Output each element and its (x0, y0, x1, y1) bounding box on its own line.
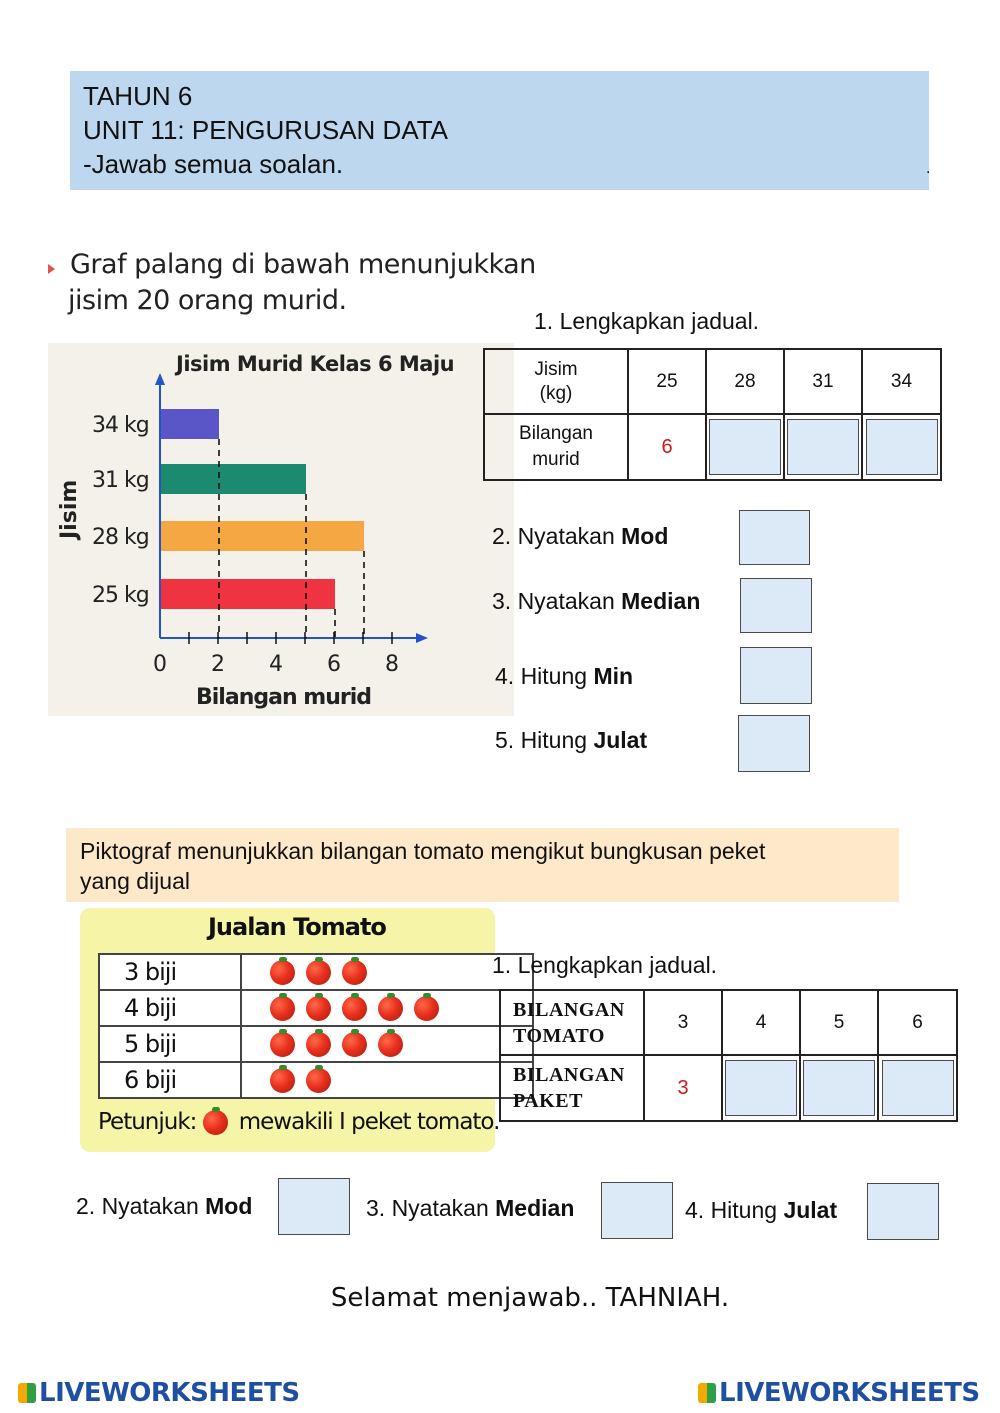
bar-25kg (161, 579, 335, 609)
y-tick-label: 25 kg (92, 583, 149, 608)
section1-value-31: 31 (784, 349, 862, 414)
pictograph-row (99, 990, 533, 1026)
section2-q2 (76, 1193, 252, 1220)
section1-intro-line2: jisim 20 orang murid. (68, 285, 347, 316)
jisim-label: Jisim (534, 358, 578, 380)
y-tick-label: 31 kg (92, 468, 149, 493)
section1-given-count: 6 (628, 414, 706, 480)
section2-intro-line1: Piktograf menunjukkan bilangan tomato mengikut bungkusan peket (80, 838, 766, 864)
x-tick-label: 4 (269, 652, 283, 677)
section1-q3 (492, 588, 700, 615)
tomato-icon (378, 1032, 403, 1057)
pictograph-row-label: 4 biji (99, 990, 241, 1026)
q5-prefix: 5. Hitung (495, 727, 594, 753)
s2-q3-prefix: 3. Nyatakan (366, 1195, 496, 1221)
section2-answer-cell-5 (800, 1055, 878, 1121)
section2-table (499, 989, 958, 1122)
q2-prefix: 2. Nyatakan (492, 523, 622, 549)
x-axis-label: Bilangan murid (196, 685, 371, 710)
x-tick-label: 8 (385, 652, 399, 677)
pictograph-row-icons (241, 990, 533, 1026)
kg-label: (kg) (539, 382, 573, 404)
section1-row2-header (484, 414, 628, 480)
tomato-icon (270, 960, 295, 985)
s2-q4-keyword: Julat (783, 1197, 838, 1223)
answer-box-mod-1[interactable] (739, 510, 810, 565)
section1-value-25: 25 (628, 349, 706, 414)
liveworksheets-logo-right[interactable] (698, 1378, 980, 1408)
q2-keyword: Mod (621, 523, 669, 549)
tomato-icon (342, 960, 367, 985)
section2-row2-header (500, 1055, 644, 1121)
q3-keyword: Median (621, 588, 701, 614)
tomato-icon (306, 1032, 331, 1057)
answer-box-paket-6[interactable] (882, 1060, 954, 1116)
section2-q1: 1. Lengkapkan jadual. (492, 952, 718, 978)
answer-box-murid-31[interactable] (787, 419, 859, 475)
tomato-icon (306, 996, 331, 1021)
bullet-arrow-icon (45, 262, 57, 274)
y-axis-label: Jisim (57, 479, 82, 539)
tomato-icon (270, 996, 295, 1021)
section1-answer-cell-31 (784, 414, 862, 480)
pictograph-row (99, 1026, 533, 1062)
pictograph-row-icons (241, 954, 533, 990)
liveworksheets-icon (698, 1383, 716, 1403)
section1-value-28: 28 (706, 349, 784, 414)
tomato-icon (342, 996, 367, 1021)
section1-answer-cell-34 (862, 414, 941, 480)
answer-box-paket-4[interactable] (725, 1060, 797, 1116)
bilangan-paket-label-a: BILANGAN (513, 1064, 625, 1086)
s2-q3-keyword: Median (495, 1195, 575, 1221)
section1-answer-cell-28 (706, 414, 784, 480)
tomato-icon (270, 1068, 295, 1093)
section1-table (483, 348, 942, 481)
tomato-icon (414, 996, 439, 1021)
header-dot: . (926, 160, 931, 177)
answer-box-murid-28[interactable] (709, 419, 781, 475)
legend-suffix: mewakili I peket tomato. (238, 1109, 500, 1135)
logo-right-text: LIVEWORKSHEETS (719, 1378, 980, 1408)
y-axis-arrow-icon (155, 373, 165, 385)
y-tick-label: 34 kg (92, 413, 149, 438)
tomato-icon (306, 960, 331, 985)
s2-q2-prefix: 2. Nyatakan (76, 1193, 206, 1219)
x-tick-label: 6 (327, 652, 341, 677)
liveworksheets-logo-left[interactable] (18, 1378, 300, 1408)
bar-34kg (161, 409, 219, 439)
answer-box-min-1[interactable] (740, 647, 812, 704)
liveworksheets-icon (18, 1383, 36, 1403)
section1-intro-line1: Graf palang di bawah menunjukkan (70, 249, 536, 280)
x-tick-label: 2 (211, 652, 225, 677)
tomato-icon (203, 1110, 228, 1135)
closing-message: Selamat menjawab.. TAHNIAH. (330, 1283, 730, 1313)
bilangan-label: Bilangan (519, 423, 593, 444)
pictograph-row-label: 3 biji (99, 954, 241, 990)
section2-given-count: 3 (644, 1055, 722, 1121)
pictograph-legend (98, 1109, 499, 1135)
pictograph-row-icons (241, 1062, 533, 1098)
pictograph-row-label: 5 biji (99, 1026, 241, 1062)
answer-box-paket-5[interactable] (803, 1060, 875, 1116)
answer-box-median-2[interactable] (601, 1182, 673, 1239)
header-grade: TAHUN 6 (83, 81, 193, 111)
pictograph-row (99, 1062, 533, 1098)
bar-chart (48, 343, 514, 716)
section1-value-34: 34 (862, 349, 941, 414)
x-axis-arrow-icon (416, 633, 428, 643)
section2-value-5: 5 (800, 990, 878, 1055)
section2-q3 (366, 1195, 574, 1222)
answer-box-median-1[interactable] (740, 578, 812, 633)
tomato-icon (306, 1068, 331, 1093)
pictograph-table (98, 953, 534, 1099)
bar-28kg (161, 521, 364, 551)
section2-intro-banner (66, 828, 899, 902)
section1-row1-header (484, 349, 628, 414)
header-banner (70, 71, 929, 190)
x-tick-label: 0 (153, 652, 167, 677)
section2-intro-line2: yang dijual (80, 868, 190, 894)
section2-value-4: 4 (722, 990, 800, 1055)
answer-box-murid-34[interactable] (866, 419, 938, 475)
tomato-icon (270, 1032, 295, 1057)
section2-value-6: 6 (878, 990, 957, 1055)
header-unit: UNIT 11: PENGURUSAN DATA (83, 115, 449, 145)
section1-q1: 1. Lengkapkan jadual. (534, 308, 760, 334)
section1-q5 (495, 727, 647, 754)
section1-q2 (492, 523, 668, 550)
bar-31kg (161, 464, 306, 494)
q3-prefix: 3. Nyatakan (492, 588, 622, 614)
tomato-icon (378, 996, 403, 1021)
answer-box-julat-2[interactable] (867, 1183, 939, 1240)
section2-value-3: 3 (644, 990, 722, 1055)
bilangan-tomato-label-a: BILANGAN (513, 998, 625, 1021)
pictograph-row (99, 954, 533, 990)
section2-row1-header (500, 990, 644, 1055)
y-tick-label: 28 kg (92, 525, 149, 550)
s2-q2-keyword: Mod (205, 1193, 253, 1219)
q4-prefix: 4. Hitung (495, 663, 594, 689)
section2-answer-cell-4 (722, 1055, 800, 1121)
header-instruction: -Jawab semua soalan. (83, 149, 344, 179)
tomato-icon (342, 1032, 367, 1057)
answer-box-julat-1[interactable] (738, 715, 810, 772)
pictograph-row-icons (241, 1026, 533, 1062)
chart-title: Jisim Murid Kelas 6 Maju (176, 352, 455, 376)
bilangan-paket-label-b: PAKET (513, 1090, 583, 1112)
legend-prefix: Petunjuk: (98, 1109, 197, 1135)
section1-q4 (495, 663, 633, 690)
q5-keyword: Julat (593, 727, 648, 753)
q4-keyword: Min (593, 663, 634, 689)
section2-q4 (685, 1197, 837, 1224)
murid-label: murid (532, 449, 580, 470)
logo-left-text: LIVEWORKSHEETS (39, 1378, 300, 1408)
bilangan-tomato-label-b: TOMATO (513, 1024, 605, 1047)
answer-box-mod-2[interactable] (278, 1178, 350, 1235)
pictograph-row-label: 6 biji (99, 1062, 241, 1098)
pictograph-title: Jualan Tomato (208, 913, 386, 941)
s2-q4-prefix: 4. Hitung (685, 1197, 784, 1223)
section2-answer-cell-6 (878, 1055, 957, 1121)
